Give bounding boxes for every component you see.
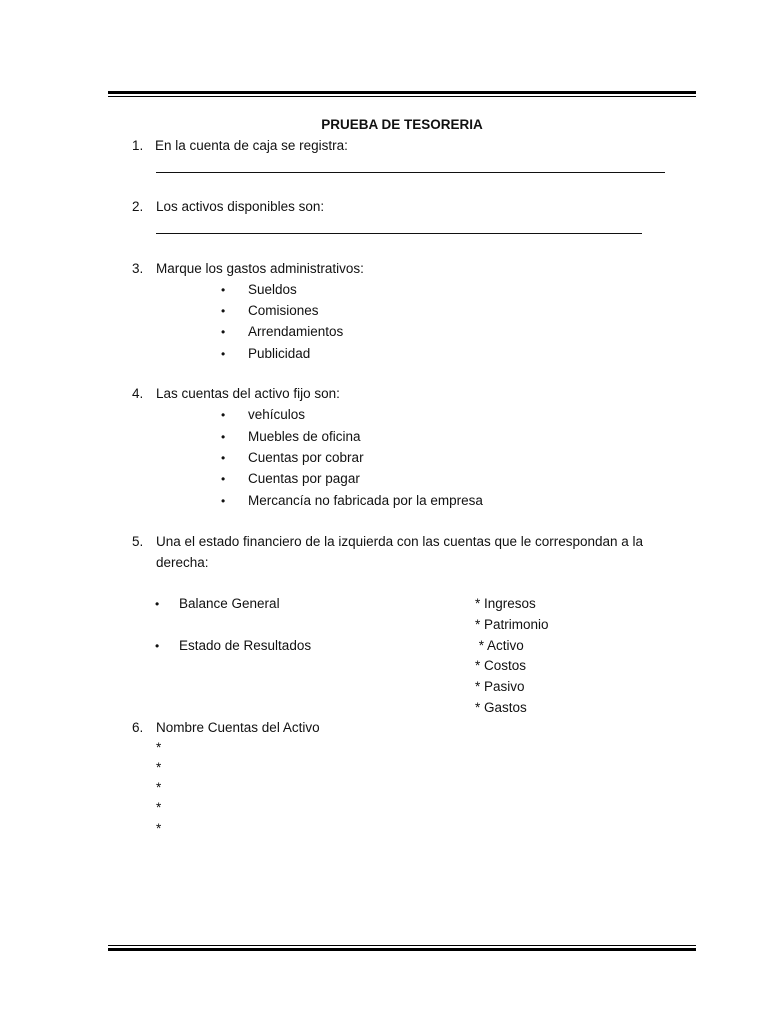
q5-left-item: Balance General (179, 596, 280, 611)
bullet-icon: • (221, 451, 226, 465)
bullet-icon: • (221, 472, 226, 486)
q4-option: Mercancía no fabricada por la empresa (248, 493, 483, 508)
q5-right-item: * Patrimonio (475, 617, 549, 632)
bullet-icon: • (221, 283, 226, 297)
q3-option: Comisiones (248, 303, 319, 318)
bullet-icon: • (221, 347, 226, 361)
bullet-icon: • (221, 494, 226, 508)
q5-right-item: * Gastos (475, 700, 527, 715)
bullet-icon: • (221, 304, 226, 318)
q3-option: Publicidad (248, 346, 311, 361)
q6-text: Nombre Cuentas del Activo (156, 720, 320, 735)
bullet-icon: • (221, 430, 226, 444)
q4-number: 4. (132, 386, 144, 401)
q5-number: 5. (132, 534, 144, 549)
q1-number: 1. (132, 138, 144, 153)
q6-answer-star: * (156, 821, 162, 836)
q6-number: 6. (132, 720, 144, 735)
q4-option: Muebles de oficina (248, 429, 361, 444)
q1-text: En la cuenta de caja se registra: (155, 138, 348, 153)
q5-text-line2: derecha: (156, 555, 209, 570)
q4-option: Cuentas por pagar (248, 471, 360, 486)
q2-text: Los activos disponibles son: (156, 199, 325, 214)
q6-answer-star: * (156, 760, 162, 775)
q6-answer-star: * (156, 780, 162, 795)
q4-option: Cuentas por cobrar (248, 450, 364, 465)
q5-right-item: * Costos (475, 658, 527, 673)
q5-left-item: Estado de Resultados (179, 638, 312, 653)
q5-right-item: * Activo (475, 638, 524, 653)
bullet-icon: • (221, 325, 226, 339)
q2-answer-line[interactable] (156, 233, 642, 234)
page-title: PRUEBA DE TESORERIA (321, 117, 483, 132)
bullet-icon: • (221, 408, 226, 422)
q6-answer-star: * (156, 800, 162, 815)
q2-number: 2. (132, 199, 144, 214)
bullet-icon: • (155, 639, 160, 653)
q1-answer-line[interactable] (156, 172, 665, 173)
bottom-rule (108, 945, 696, 951)
q3-option: Sueldos (248, 282, 297, 297)
q3-option: Arrendamientos (248, 324, 344, 339)
q4-option: vehículos (248, 407, 306, 422)
q3-text: Marque los gastos administrativos: (156, 261, 364, 276)
q5-right-item: * Pasivo (475, 679, 525, 694)
q5-right-item: * Ingresos (475, 596, 536, 611)
q5-text-line1: Una el estado financiero de la izquierda con las cuentas que le correspondan a la (156, 534, 644, 549)
bullet-icon: • (155, 597, 160, 611)
q4-text: Las cuentas del activo fijo son: (156, 386, 340, 401)
top-rule (108, 91, 696, 97)
q6-answer-star: * (156, 740, 162, 755)
q3-number: 3. (132, 261, 144, 276)
